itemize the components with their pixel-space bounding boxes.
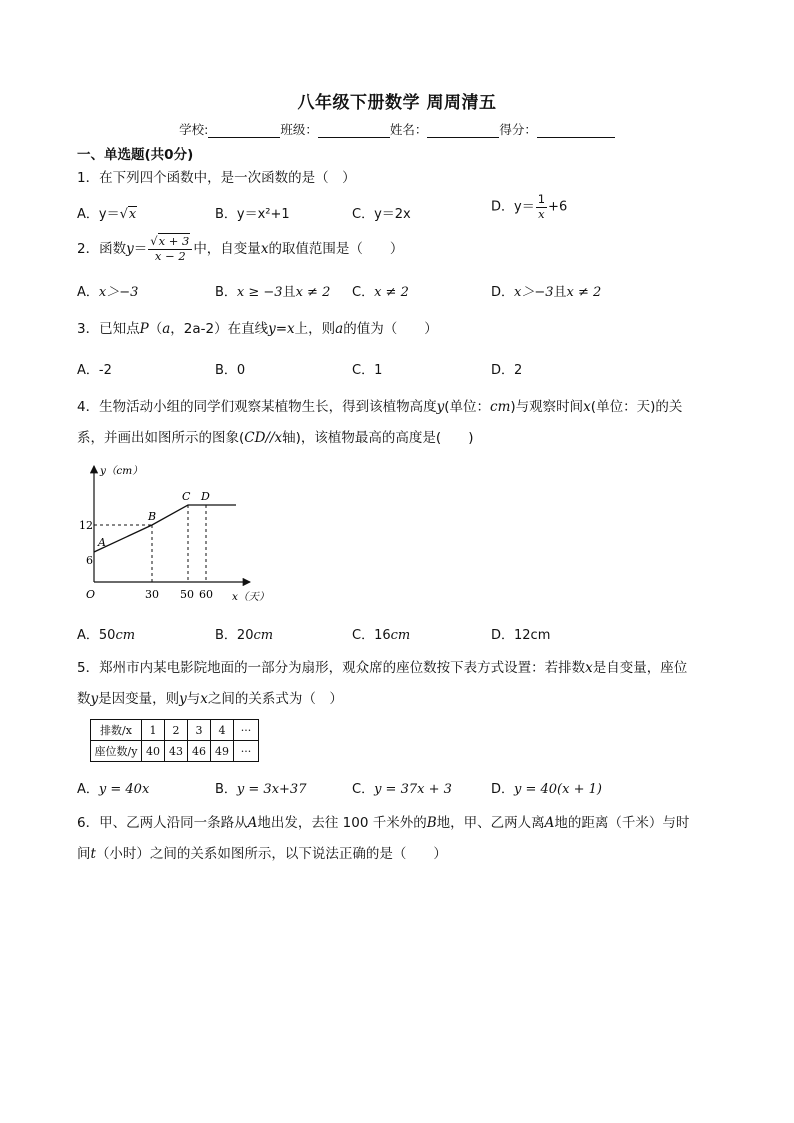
fraction: $\frac{1}{x}$ bbox=[537, 192, 546, 221]
table-cell: ··· bbox=[234, 741, 259, 762]
score-label: 得分： bbox=[499, 122, 537, 137]
school-label: 学校: bbox=[179, 122, 209, 137]
q5-option-a: A．y = 40x bbox=[77, 782, 150, 797]
table-row bbox=[91, 720, 259, 741]
class-label: 班级： bbox=[280, 122, 318, 137]
q3-option-d: D．2 bbox=[491, 363, 523, 378]
page-title: 八年级下册数学 周周清五 bbox=[297, 93, 497, 113]
score-blank bbox=[537, 137, 615, 138]
q3-stem: 3．已知点P（a，2a-2）在直线y=x上，则a的值为（ ） bbox=[77, 321, 438, 337]
table-header-cell: 排数/x bbox=[91, 720, 142, 741]
class-blank bbox=[318, 137, 390, 138]
q5-option-d: D．y = 40(x + 1) bbox=[491, 782, 602, 797]
q2-option-d: D．x＞−3且x ≠ 2 bbox=[491, 285, 602, 300]
point-c-label: C bbox=[182, 490, 191, 503]
q2-option-b: B．x ≥ −3且x ≠ 2 bbox=[215, 285, 331, 300]
x-tick-30: 30 bbox=[145, 588, 159, 601]
table-cell: 1 bbox=[142, 720, 165, 741]
q3-option-a: A．-2 bbox=[77, 363, 112, 378]
table-header-cell: 座位数/y bbox=[91, 741, 142, 762]
table-cell: 40 bbox=[142, 741, 165, 762]
y-tick-6: 6 bbox=[86, 554, 93, 567]
q2-stem: 2．函数y＝ $\frac{√x + 3}{x - 2}$ 中，自变量x的取值范围是（ ） bbox=[77, 234, 404, 263]
point-b-label: B bbox=[148, 510, 157, 523]
q5-table bbox=[90, 719, 259, 762]
table-cell: 49 bbox=[211, 741, 234, 762]
school-blank bbox=[208, 137, 280, 138]
q1-option-d: D．y＝ $\frac{1}{x}$ +6 bbox=[491, 192, 568, 221]
growth-line bbox=[94, 505, 236, 552]
q4-option-c: C．16cm bbox=[352, 628, 411, 643]
q6-stem-line1: 6．甲、乙两人沿同一条路从A地出发，去往 100 千米外的B地，甲、乙两人离A地的距离（千米）与时 bbox=[77, 815, 690, 831]
table-row bbox=[91, 741, 259, 762]
table-cell: 3 bbox=[188, 720, 211, 741]
table-cell: ··· bbox=[234, 720, 259, 741]
section-heading: 一、单选题(共0分) bbox=[77, 147, 194, 163]
q1-option-a: A．y＝√x bbox=[77, 207, 137, 222]
q4-graph bbox=[78, 460, 288, 610]
y-tick-12: 12 bbox=[79, 519, 93, 532]
q2-option-c: C．x ≠ 2 bbox=[352, 285, 409, 300]
q5-stem-line1: 5．郑州市内某电影院地面的一部分为扇形，观众席的座位数按下表方式设置：若排数x是自变量，座位 bbox=[77, 660, 688, 676]
q4-option-d: D．12cm bbox=[491, 628, 551, 643]
x-tick-50: 50 bbox=[180, 588, 194, 601]
q5-option-c: C．y = 37x + 3 bbox=[352, 782, 452, 797]
q6-stem-line2: 间t（小时）之间的关系如图所示，以下说法正确的是（ ） bbox=[77, 846, 447, 862]
q4-stem-line2: 系，并画出如图所示的图象(CD//x轴)，该植物最高的高度是( ) bbox=[77, 430, 474, 446]
q1-stem: 1．在下列四个函数中，是一次函数的是（ ） bbox=[77, 170, 356, 186]
point-a-label: A bbox=[98, 536, 106, 549]
y-axis-label: y（cm） bbox=[100, 465, 143, 477]
q4-option-a: A．50cm bbox=[77, 628, 136, 643]
q4-stem-line1: 4．生物活动小组的同学们观察某植物生长，得到该植物高度y(单位：cm)与观察时间x(单位：天)的关 bbox=[77, 399, 683, 415]
table-cell: 4 bbox=[211, 720, 234, 741]
table-cell: 2 bbox=[165, 720, 188, 741]
point-d-label: D bbox=[201, 490, 210, 503]
q5-stem-line2: 数y是因变量，则y与x之间的关系式为（ ） bbox=[77, 691, 343, 707]
table-cell: 43 bbox=[165, 741, 188, 762]
q2-option-a: A．x＞−3 bbox=[77, 285, 139, 300]
fraction: $\frac{√x + 3}{x - 2}$ bbox=[148, 236, 192, 262]
student-info-line bbox=[0, 120, 794, 138]
x-axis-label: x（天） bbox=[232, 591, 270, 603]
q1-option-c: C．y＝2x bbox=[352, 207, 411, 222]
q3-option-b: B．0 bbox=[215, 363, 246, 378]
origin-label: O bbox=[86, 588, 96, 601]
q3-option-c: C．1 bbox=[352, 363, 383, 378]
q1-option-b: B．y＝x²+1 bbox=[215, 207, 290, 222]
q5-option-b: B．y = 3x+37 bbox=[215, 782, 307, 797]
name-blank bbox=[427, 137, 499, 138]
sqrt-sign: √ bbox=[119, 207, 128, 222]
name-label: 姓名： bbox=[389, 122, 428, 137]
q4-option-b: B．20cm bbox=[215, 628, 274, 643]
table-cell: 46 bbox=[188, 741, 211, 762]
x-tick-60: 60 bbox=[199, 588, 213, 601]
